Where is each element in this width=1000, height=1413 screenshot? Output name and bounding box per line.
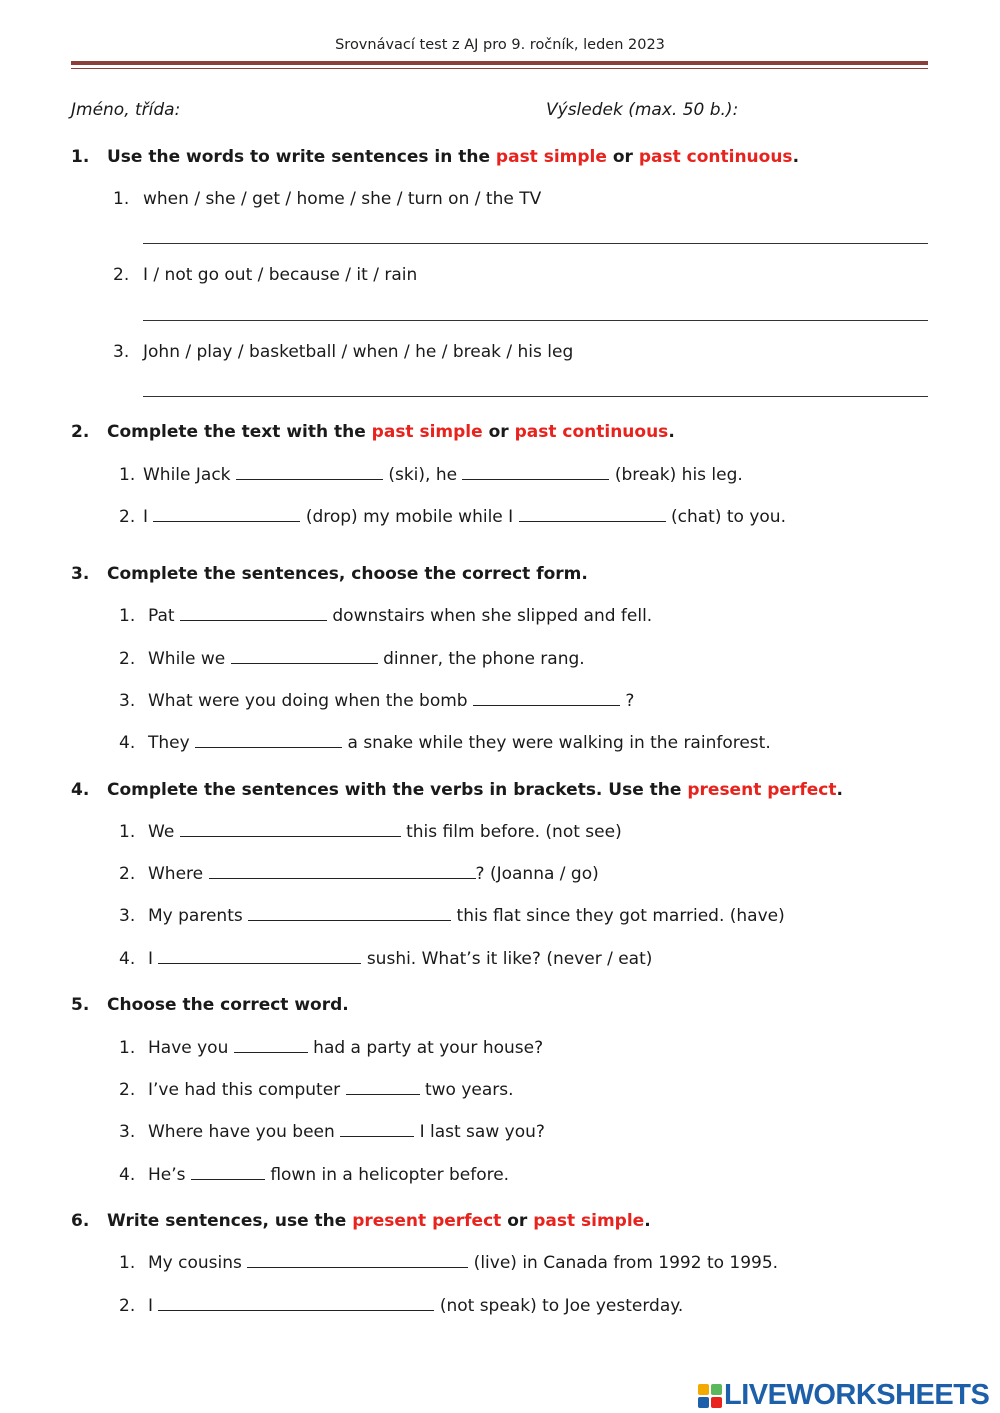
section-2-heading: 2. Complete the text with the past simple or past continuous. [71, 422, 675, 442]
section-4-heading: 4. Complete the sentences with the verbs in brackets. Use the present perfect. [71, 780, 843, 800]
section-number: 1. [71, 147, 90, 167]
answer-blank[interactable] [519, 507, 666, 522]
s4-item-1: 1. We this film before. (not see) [119, 822, 622, 842]
result-label: Výsledek (max. 50 b.): [546, 100, 739, 120]
answer-blank[interactable] [180, 822, 401, 837]
header-rule-thick [71, 61, 928, 65]
s3-item-4: 4. They a snake while they were walking in the rainforest. [119, 733, 771, 753]
answer-blank[interactable] [209, 864, 476, 879]
section-number: 3. [71, 564, 90, 584]
tense-highlight: past continuous [638, 147, 793, 167]
answer-blank[interactable] [462, 465, 609, 480]
tense-highlight: present perfect [352, 1211, 502, 1231]
answer-blank[interactable] [346, 1080, 420, 1095]
s4-item-3: 3. My parents this flat since they got married. (have) [119, 906, 785, 926]
s3-item-2: 2. While we dinner, the phone rang. [119, 649, 585, 669]
answer-blank[interactable] [236, 465, 383, 480]
tense-highlight: past continuous [514, 422, 669, 442]
s1-item-3: 3. John / play / basketball / when / he / break / his leg [113, 342, 574, 362]
answer-blank[interactable] [180, 606, 327, 621]
s1-answer-line-3[interactable] [143, 396, 928, 397]
s6-item-1: 1. My cousins (live) in Canada from 1992 to 1995. [119, 1253, 779, 1273]
s5-item-1: 1. Have you had a party at your house? [119, 1038, 544, 1058]
s2-item-2: 2. I (drop) my mobile while I (chat) to you. [119, 507, 786, 527]
header-rule-thin [71, 68, 928, 69]
tense-highlight: present perfect [687, 780, 837, 800]
s1-item-2: 2. I / not go out / because / it / rain [113, 265, 418, 285]
answer-blank[interactable] [153, 507, 300, 522]
section-5-heading: 5. Choose the correct word. [71, 995, 349, 1015]
section-6-heading: 6. Write sentences, use the present perfect or past simple. [71, 1211, 651, 1231]
name-class-label: Jméno, třída: [71, 100, 181, 120]
tense-highlight: past simple [533, 1211, 645, 1231]
section-number: 5. [71, 995, 90, 1015]
section-number: 4. [71, 780, 90, 800]
answer-blank[interactable] [191, 1165, 265, 1180]
page-header: Srovnávací test z AJ pro 9. ročník, leden 2023 [335, 37, 665, 53]
section-1-heading: 1. Use the words to write sentences in the past simple or past continuous. [71, 147, 800, 167]
s2-item-1: 1. While Jack (ski), he (break) his leg. [119, 465, 743, 485]
section-number: 2. [71, 422, 90, 442]
answer-blank[interactable] [231, 649, 378, 664]
answer-blank[interactable] [158, 1296, 434, 1311]
s5-item-2: 2. I’ve had this computer two years. [119, 1080, 514, 1100]
section-3-heading: 3. Complete the sentences, choose the correct form. [71, 564, 588, 584]
tense-highlight: past simple [495, 147, 607, 167]
s3-item-1: 1. Pat downstairs when she slipped and fell. [119, 606, 653, 626]
s1-answer-line-1[interactable] [143, 243, 928, 244]
s4-item-2: 2. Where ? (Joanna / go) [119, 864, 599, 884]
answer-blank[interactable] [248, 906, 451, 921]
s5-item-4: 4. He’s flown in a helicopter before. [119, 1165, 510, 1185]
section-number: 6. [71, 1211, 90, 1231]
logo-text: LIVEWORKSHEETS [724, 1379, 990, 1411]
answer-blank[interactable] [195, 733, 342, 748]
answer-blank[interactable] [473, 691, 620, 706]
answer-blank[interactable] [247, 1253, 468, 1268]
s3-item-3: 3. What were you doing when the bomb ? [119, 691, 635, 711]
logo-mark-icon [698, 1384, 722, 1408]
s6-item-2: 2. I (not speak) to Joe yesterday. [119, 1296, 684, 1316]
s5-item-3: 3. Where have you been I last saw you? [119, 1122, 545, 1142]
answer-blank[interactable] [340, 1122, 414, 1137]
tense-highlight: past simple [371, 422, 483, 442]
answer-blank[interactable] [234, 1038, 308, 1053]
answer-blank[interactable] [158, 949, 361, 964]
s1-item-1: 1. when / she / get / home / she / turn on / the TV [113, 189, 542, 209]
s1-answer-line-2[interactable] [143, 320, 928, 321]
liveworksheets-logo [698, 1379, 989, 1412]
s4-item-4: 4. I sushi. What’s it like? (never / eat) [119, 949, 653, 969]
